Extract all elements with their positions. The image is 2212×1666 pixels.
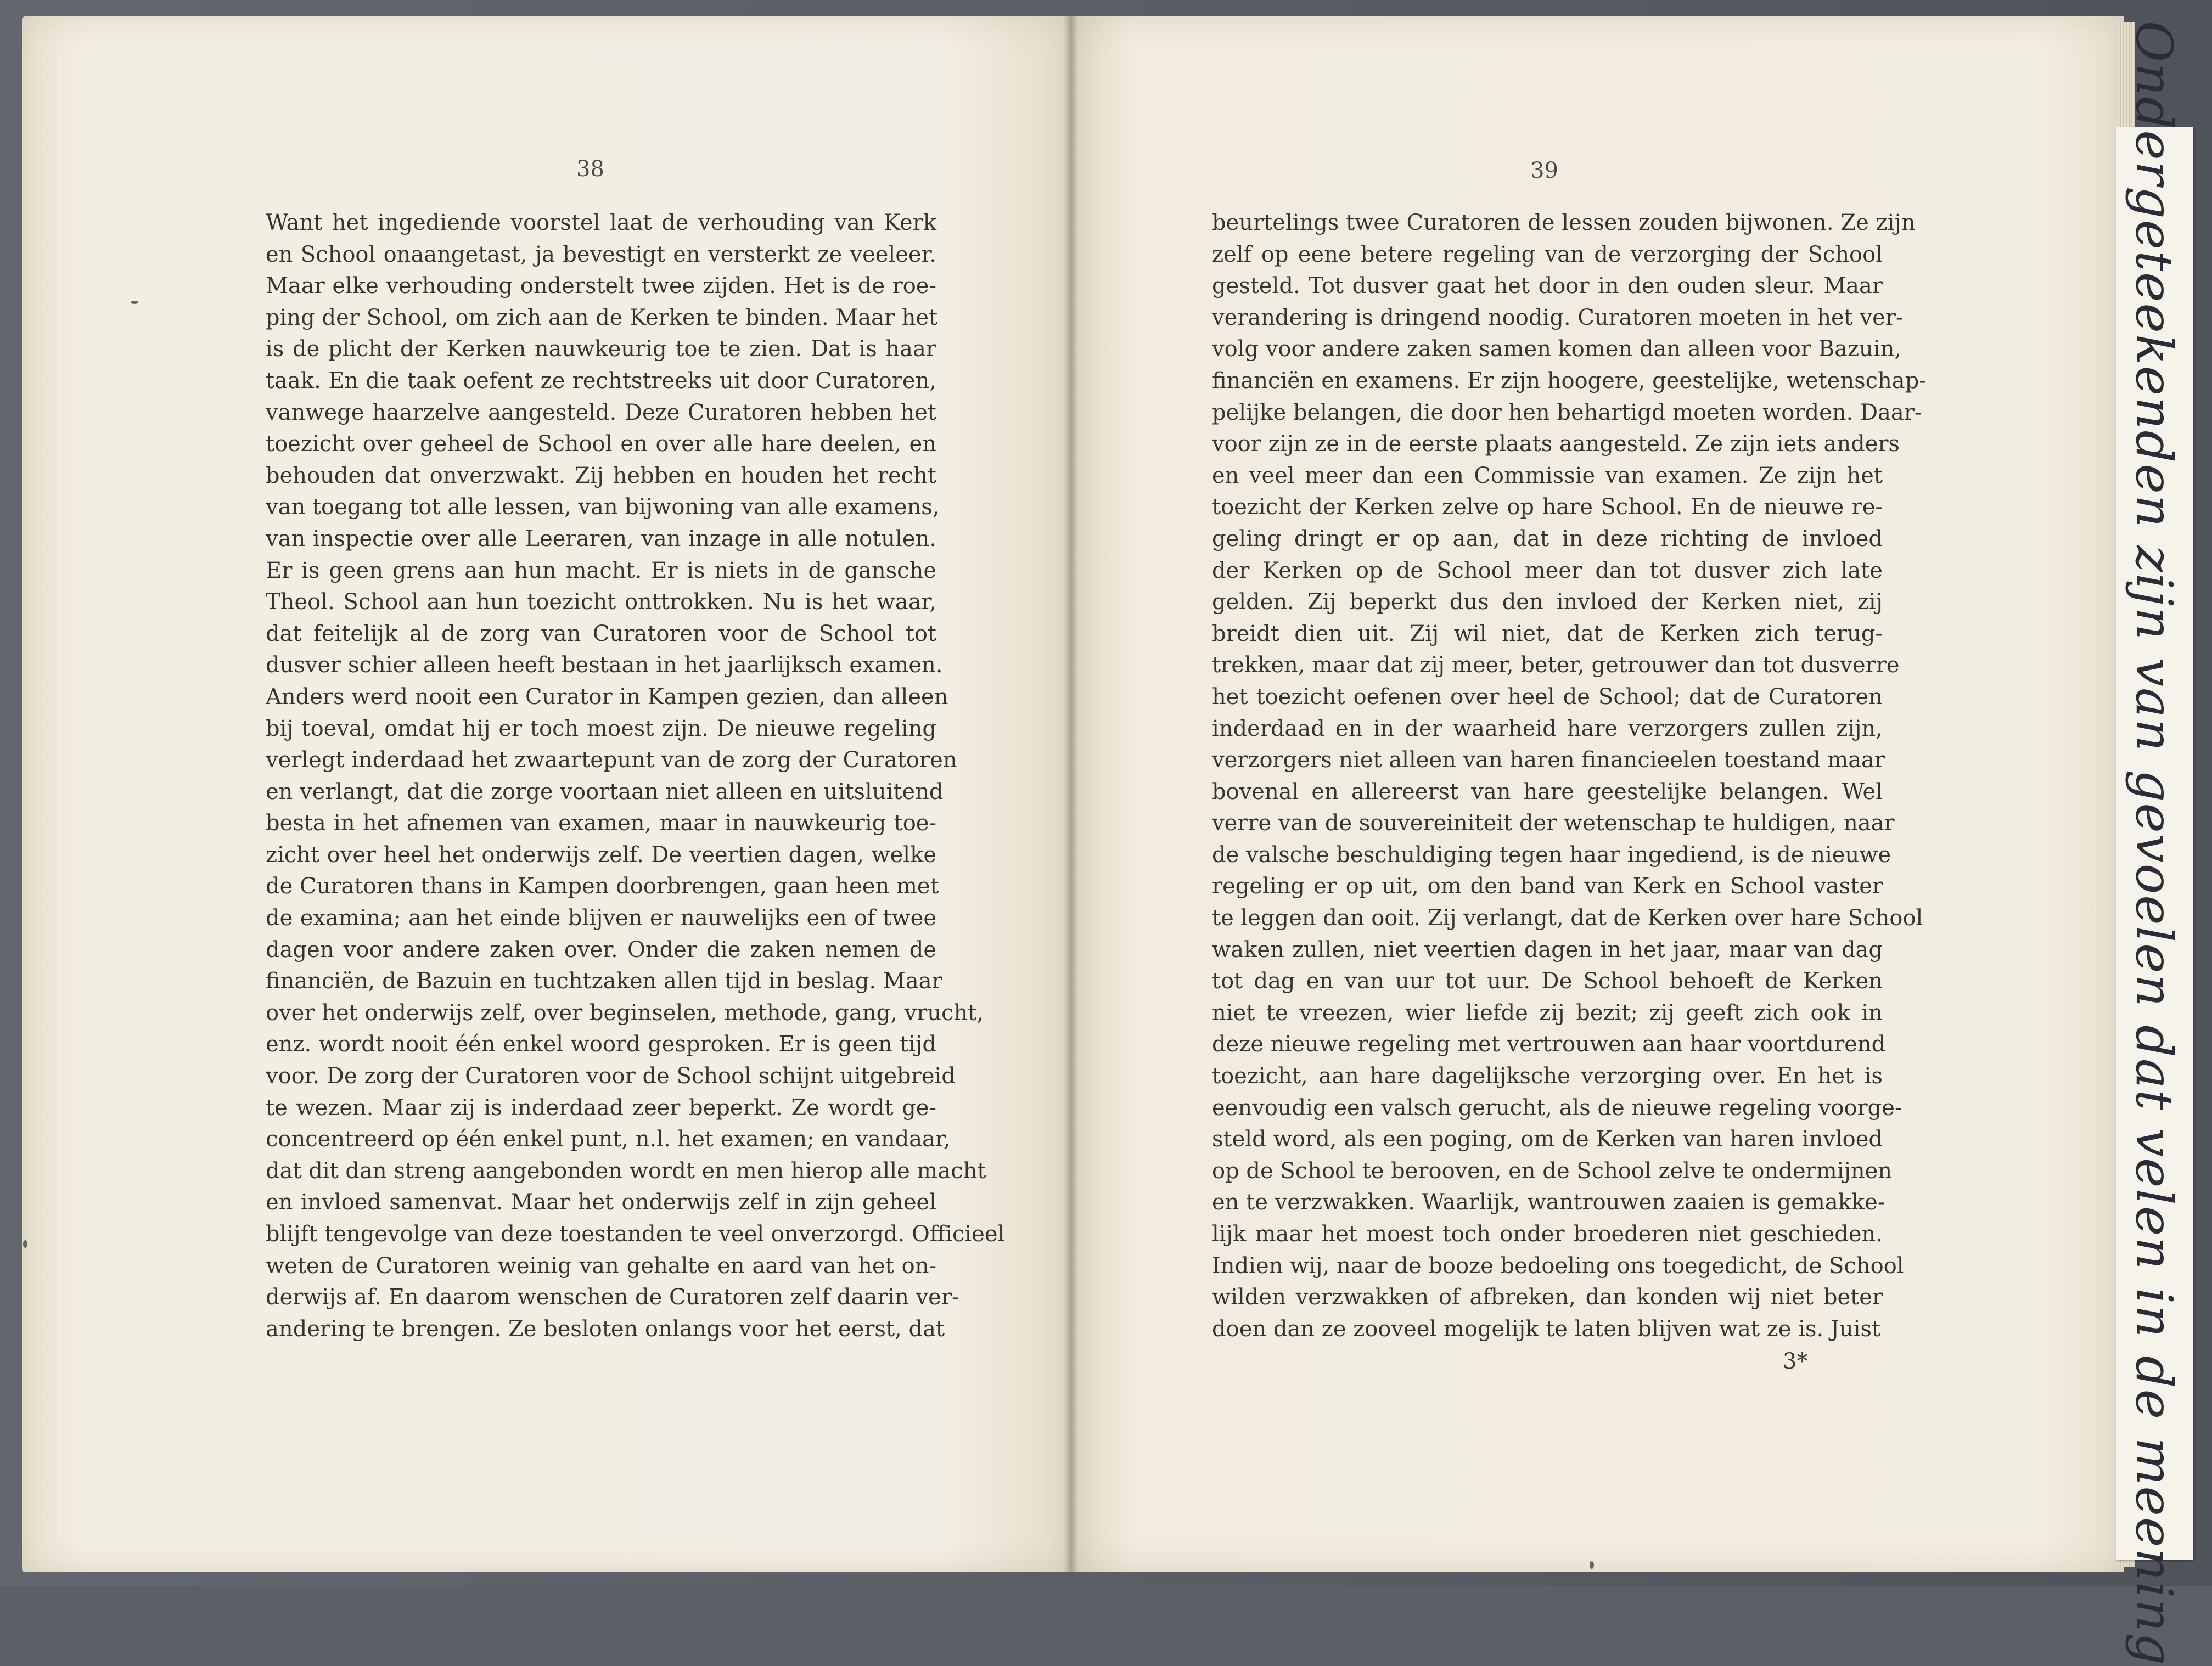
text-line: en veel meer dan een Commissie van examen. Ze zijn het — [1212, 463, 1883, 488]
text-line: Indien wij, naar de booze bedoeling ons toegedicht, de School — [1212, 1253, 1904, 1279]
text-line: concentreerd op één enkel punt, n.l. het examen; en vandaar, — [266, 1127, 951, 1152]
text-line: gelden. Zij beperkt dus den invloed der Kerken niet, zij — [1212, 589, 1883, 615]
text-line: van toegang tot alle lessen, van bijwoning van alle examens, — [266, 494, 940, 520]
text-line: derwijs af. En daarom wenschen de Curatoren zelf daarin ver- — [266, 1285, 959, 1310]
text-line: voor. De zorg der Curatoren voor de School schijnt uitgebreid — [266, 1063, 956, 1089]
text-line: en invloed samenvat. Maar het onderwijs zelf in zijn geheel — [266, 1190, 936, 1215]
text-line: en School onaangetast, ja bevestigt en versterkt ze veeleer. — [266, 241, 936, 267]
text-line: deze nieuwe regeling met vertrouwen aan haar voortdurend — [1212, 1032, 1886, 1057]
text-line: is de plicht der Kerken nauwkeurig toe te zien. Dat is haar — [266, 336, 936, 362]
text-line: andering te brengen. Ze besloten onlangs voor het eerst, dat — [266, 1316, 945, 1342]
text-line: beurtelings twee Curatoren de lessen zouden bijwonen. Ze zijn — [1212, 210, 1916, 235]
text-line: bovenal en allereerst van hare geestelijke belangen. Wel — [1212, 779, 1883, 804]
text-line: eenvoudig een valsch gerucht, als de nieuwe regeling voorge- — [1212, 1095, 1902, 1121]
text-line: verre van de souvereiniteit der wetenschap te huldigen, naar — [1212, 811, 1895, 836]
text-line: de valsche beschuldiging tegen haar ingediend, is de nieuwe — [1212, 842, 1891, 868]
text-line: verlegt inderdaad het zwaartepunt van de zorg der Curatoren — [266, 747, 957, 773]
text-line: enz. wordt nooit één enkel woord gesproken. Er is geen tijd — [266, 1032, 936, 1057]
text-line: gesteld. Tot dusver gaat het door in den ouden sleur. Maar — [1212, 273, 1883, 299]
signature-mark: 3* — [1783, 1349, 1808, 1374]
text-line: taak. En die taak oefent ze rechtstreeks uit door Curatoren, — [266, 368, 936, 393]
text-line: vanwege haarzelve aangesteld. Deze Curatoren hebben het — [266, 399, 936, 425]
text-line: ping der School, om zich aan de Kerken te binden. Maar het — [266, 305, 938, 330]
paper-speck — [1590, 1561, 1594, 1569]
text-line: niet te vreezen, wier liefde zij bezit; zij geeft zich ook in — [1212, 1000, 1883, 1026]
page-number-right: 39 — [1530, 158, 1558, 183]
text-line: pelijke belangen, die door hen behartigd moeten worden. Daar- — [1212, 399, 1922, 425]
text-line: Er is geen grens aan hun macht. Er is niets in de gansche — [266, 558, 936, 583]
page-number-left: 38 — [576, 156, 604, 182]
text-line: dat dit dan streng aangebonden wordt en men hierop alle macht — [266, 1158, 986, 1184]
right-page — [1070, 16, 2124, 1572]
text-line: toezicht over geheel de School en over alle hare deelen, en — [266, 431, 936, 457]
text-line: verandering is dringend noodig. Curatoren moeten in het ver- — [1212, 305, 1904, 330]
text-line: zicht over heel het onderwijs zelf. De veertien dagen, welke — [266, 842, 936, 868]
book-gutter — [1064, 16, 1078, 1572]
text-line: toezicht der Kerken zelve op hare School. En de nieuwe re- — [1212, 494, 1883, 520]
text-line: trekken, maar dat zij meer, beter, getrouwer dan tot dusverre — [1212, 652, 1900, 678]
text-line: steld word, als een poging, om de Kerken van haren invloed — [1212, 1127, 1883, 1152]
text-line: inderdaad en in der waarheid hare verzorgers zullen zijn, — [1212, 716, 1883, 741]
text-line: bij toeval, omdat hij er toch moest zijn. De nieuwe regeling — [266, 716, 936, 741]
text-line: dat feitelijk al de zorg van Curatoren voor de School tot — [266, 621, 936, 646]
text-line: te leggen dan ooit. Zij verlangt, dat de Kerken over hare School — [1212, 905, 1923, 931]
text-line: financiën en examens. Er zijn hoogere, geestelijke, wetenschap- — [1212, 368, 1927, 393]
text-line: voor zijn ze in de eerste plaats aangesteld. Ze zijn iets anders — [1212, 431, 1900, 457]
text-line: op de School te berooven, en de School zelve te ondermijnen — [1212, 1158, 1893, 1184]
text-line: dagen voor andere zaken over. Onder die zaken nemen de — [266, 937, 936, 963]
handwritten-note: Ondergeteekenden zijn van gevoelen dat velen in de meening — [2125, 20, 2184, 1666]
text-line: te wezen. Maar zij is inderdaad zeer beperkt. Ze wordt ge- — [266, 1095, 936, 1121]
text-line: verzorgers niet alleen van haren financieelen toestand maar — [1212, 747, 1885, 773]
text-line: zelf op eene betere regeling van de verzorging der School — [1212, 241, 1883, 267]
text-line: Maar elke verhouding onderstelt twee zijden. Het is de roe- — [266, 273, 936, 299]
handwritten-slip — [2116, 20, 2193, 1666]
text-line: en verlangt, dat die zorge voortaan niet alleen en uitsluitend — [266, 779, 944, 804]
text-line: Anders werd nooit een Curator in Kampen gezien, dan alleen — [266, 684, 948, 710]
text-line: de examina; aan het einde blijven er nauwelijks een of twee — [266, 905, 936, 931]
text-line: regeling er op uit, om den band van Kerk en School vaster — [1212, 874, 1883, 899]
text-line: waken zullen, niet veertien dagen in het jaar, maar van dag — [1212, 937, 1883, 963]
left-page-text — [266, 207, 1005, 1345]
text-line: lijk maar het moest toch onder broederen niet geschieden. — [1212, 1222, 1883, 1247]
paper-speck — [131, 301, 138, 304]
text-line: behouden dat onverzwakt. Zij hebben en houden het recht — [266, 463, 936, 488]
text-line: breidt dien uit. Zij wil niet, dat de Kerken zich terug- — [1212, 621, 1883, 646]
text-line: blijft tengevolge van deze toestanden te veel onverzorgd. Officieel — [266, 1222, 1005, 1247]
text-line: besta in het afnemen van examen, maar in nauwkeurig toe- — [266, 811, 936, 836]
text-line: wilden verzwakken of afbreken, dan konden wij niet beter — [1212, 1285, 1883, 1310]
text-line: toezicht, aan hare dagelijksche verzorging over. En het is — [1212, 1063, 1883, 1089]
text-line: Want het ingediende voorstel laat de verhouding van Kerk — [266, 210, 936, 235]
text-line: volg voor andere zaken samen komen dan alleen voor Bazuin, — [1212, 336, 1902, 362]
text-line: over het onderwijs zelf, over beginselen, methode, gang, vrucht, — [266, 1000, 984, 1026]
text-line: Theol. School aan hun toezicht onttrokken. Nu is het waar, — [266, 589, 936, 615]
text-line: het toezicht oefenen over heel de School; dat de Curatoren — [1212, 684, 1883, 710]
text-line: geling dringt er op aan, dat in deze richting de invloed — [1212, 526, 1883, 551]
text-line: der Kerken op de School meer dan tot dusver zich late — [1212, 558, 1883, 583]
text-line: tot dag en van uur tot uur. De School behoeft de Kerken — [1212, 969, 1883, 994]
text-line: doen dan ze zooveel mogelijk te laten blijven wat ze is. Juist — [1212, 1316, 1881, 1342]
text-line: dusver schier alleen heeft bestaan in het jaarlijksch examen. — [266, 652, 943, 678]
text-line: van inspectie over alle Leeraren, van inzage in alle notulen. — [266, 526, 936, 551]
right-page-text — [1212, 207, 1927, 1345]
left-page — [22, 16, 1070, 1572]
paper-speck — [23, 1240, 27, 1248]
text-line: de Curatoren thans in Kampen doorbrengen, gaan heen met — [266, 874, 939, 899]
text-line: weten de Curatoren weinig van gehalte en aard van het on- — [266, 1253, 936, 1279]
text-line: en te verzwakken. Waarlijk, wantrouwen zaaien is gemakke- — [1212, 1190, 1885, 1215]
text-line: financiën, de Bazuin en tuchtzaken allen tijd in beslag. Maar — [266, 969, 942, 994]
